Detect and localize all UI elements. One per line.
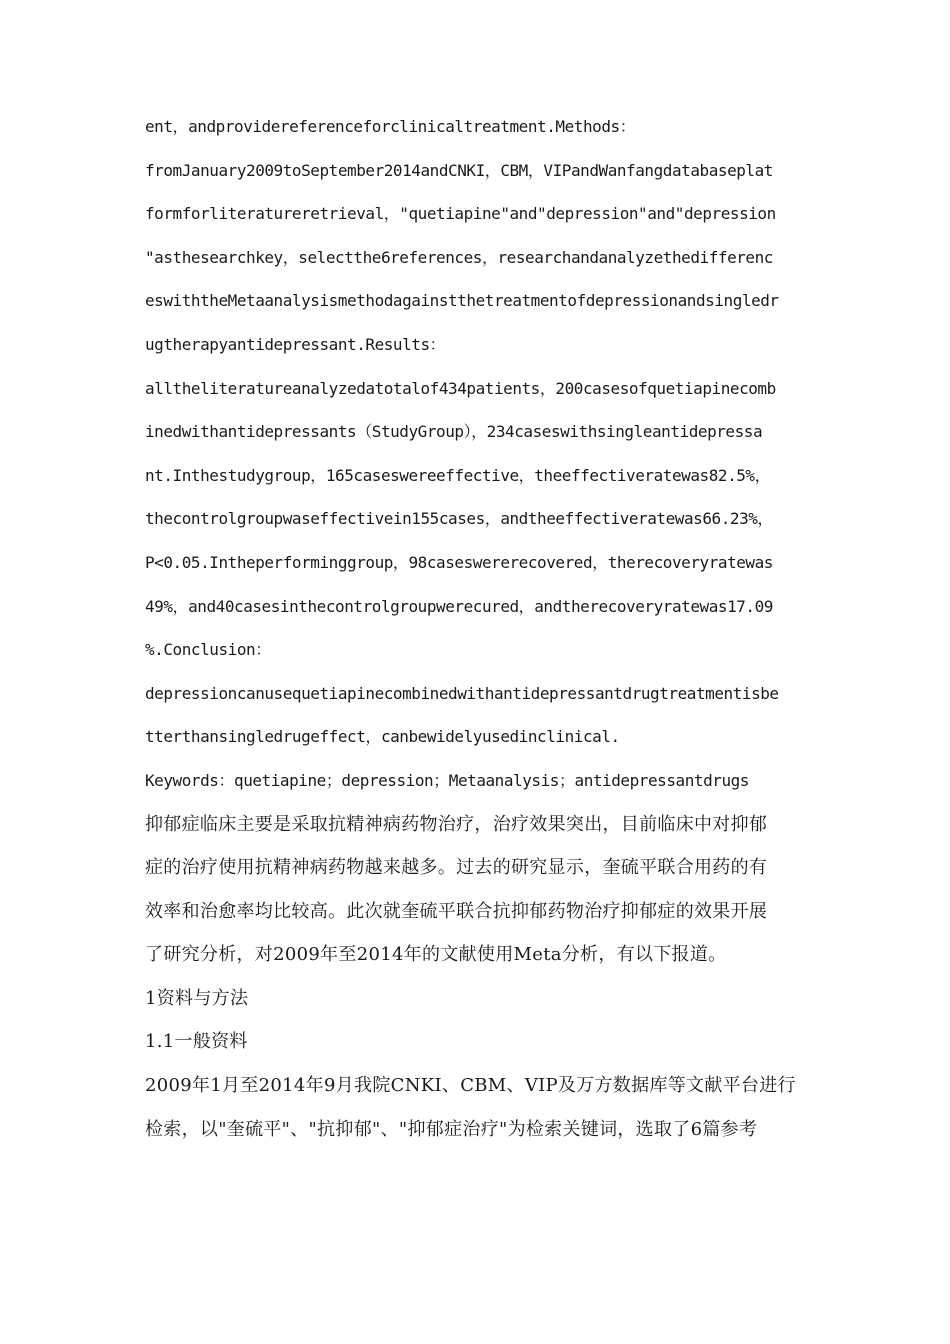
abstract-line: %.Conclusion： <box>145 640 271 660</box>
intro-line: 抑郁症临床主要是采取抗精神病药物治疗，治疗效果突出，目前临床中对抑郁 <box>145 813 768 835</box>
methods-line: 2009年1月至2014年9月我院CNKI、CBM、VIP及万方数据库等文献平台进行 <box>145 1075 796 1097</box>
abstract-line: eswiththeMetaanalysismethodagainstthetreatmentofdepressionandsingledr <box>145 291 779 311</box>
abstract-line: tterthansingledrugeffect，canbewidelyusedinclinical. <box>145 727 620 747</box>
keywords-line: Keywords：quetiapine；depression；Metaanalysis；antidepressantdrugs <box>145 770 749 790</box>
intro-line: 效率和治愈率均比较高。此次就奎硫平联合抗抑郁药物治疗抑郁症的效果开展 <box>145 900 768 922</box>
abstract-line: formforliteratureretrieval，"quetiapine"and"depression"and"depression <box>145 204 776 224</box>
methods-line: 检索，以"奎硫平"、"抗抑郁"、"抑郁症治疗"为检索关键词，选取了6篇参考 <box>145 1118 758 1140</box>
section-heading: 1资料与方法 <box>145 987 249 1009</box>
abstract-line: ugtherapyantidepressant.Results： <box>145 334 446 354</box>
intro-line: 症的治疗使用抗精神病药物越来越多。过去的研究显示，奎硫平联合用药的有 <box>145 857 768 879</box>
subsection-heading: 1.1一般资料 <box>145 1031 248 1053</box>
abstract-line: nt.Inthestudygroup，165caseswereeffective，theeffectiveratewas82.5%， <box>145 465 771 485</box>
abstract-line: alltheliteratureanalyzedatotalof434patients，200casesofquetiapinecomb <box>145 378 776 398</box>
abstract-line: 49%，and40casesinthecontrolgroupwerecured，andtherecoveryratewas17.09 <box>145 596 773 616</box>
abstract-line: depressioncanusequetiapinecombinedwithantidepressantdrugtreatmentisbe <box>145 683 779 703</box>
intro-line: 了研究分析，对2009年至2014年的文献使用Meta分析，有以下报道。 <box>145 944 727 966</box>
abstract-line: "asthesearchkey，selectthe6references，researchandanalyzethedifferenc <box>145 247 773 267</box>
document-body <box>145 113 813 1159</box>
abstract-line: inedwithantidepressants（StudyGroup），234caseswithsingleantidepressa <box>145 422 763 442</box>
abstract-line: ent，andprovidereferenceforclinicaltreatment.Methods： <box>145 117 636 136</box>
abstract-line: fromJanuary2009toSeptember2014andCNKI，CBM，VIPandWanfangdatabaseplat <box>145 160 773 180</box>
abstract-line: thecontrolgroupwaseffectivein155cases，andtheeffectiveratewas66.23%， <box>145 509 773 529</box>
abstract-line: P<0.05.Intheperforminggroup，98caseswererecovered，therecoveryratewas <box>145 552 773 572</box>
